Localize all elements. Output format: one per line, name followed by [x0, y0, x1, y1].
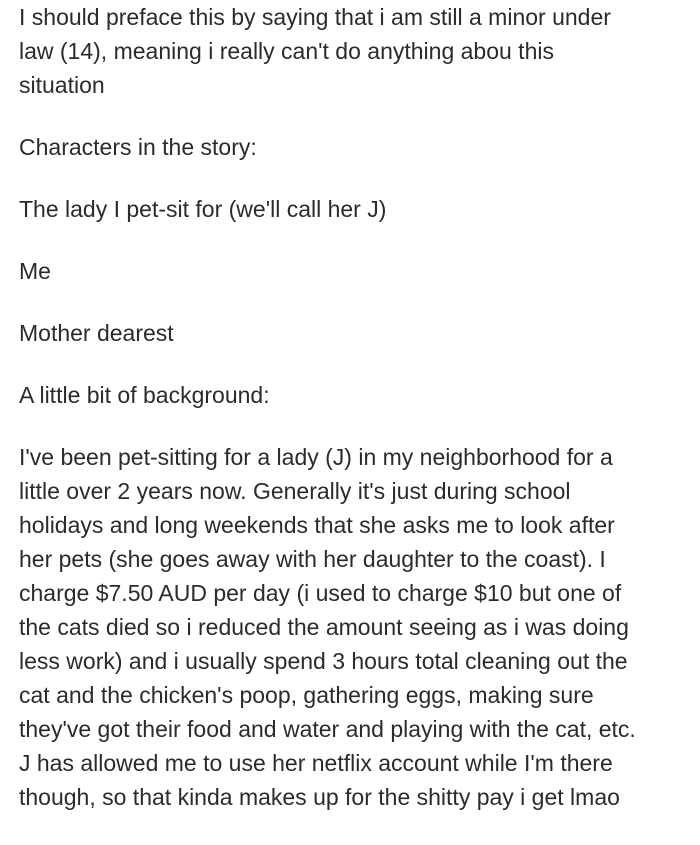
paragraph-background-heading	[19, 378, 700, 412]
text-line: A little bit of background:	[19, 382, 270, 408]
paragraph-preface	[19, 0, 700, 102]
paragraph-gap	[19, 350, 700, 378]
text-line: Characters in the story:	[19, 134, 257, 160]
text-line: situation	[19, 72, 105, 98]
text-line: The lady I pet-sit for (we'll call her J)	[19, 196, 387, 222]
paragraph-character-mother	[19, 316, 700, 350]
paragraph-gap	[19, 102, 700, 130]
text-line: cat and the chicken's poop, gathering eggs, making sure	[19, 682, 594, 708]
text-line: Me	[19, 258, 51, 284]
paragraph-background-story	[19, 440, 700, 814]
paragraph-character-j	[19, 192, 700, 226]
text-line: though, so that kinda makes up for the shitty pay i get lmao	[19, 784, 620, 810]
text-line: the cats died so i reduced the amount seeing as i was doing	[19, 614, 629, 640]
text-line: I should preface this by saying that i am still a minor under	[19, 4, 611, 30]
text-line: Mother dearest	[19, 320, 174, 346]
paragraph-gap	[19, 412, 700, 440]
paragraph-characters-heading	[19, 130, 700, 164]
text-line: her pets (she goes away with her daughter to the coast). I	[19, 546, 606, 572]
paragraph-gap	[19, 164, 700, 192]
paragraph-gap	[19, 288, 700, 316]
text-line: charge $7.50 AUD per day (i used to charge $10 but one of	[19, 580, 622, 606]
post-body	[19, 0, 700, 814]
text-line: I've been pet-sitting for a lady (J) in my neighborhood for a	[19, 444, 613, 470]
text-line: holidays and long weekends that she asks me to look after	[19, 512, 615, 538]
text-line: little over 2 years now. Generally it's just during school	[19, 478, 571, 504]
text-line: law (14), meaning i really can't do anything abou this	[19, 38, 554, 64]
text-line: they've got their food and water and playing with the cat, etc.	[19, 716, 636, 742]
paragraph-character-me	[19, 254, 700, 288]
text-line: J has allowed me to use her netflix account while I'm there	[19, 750, 613, 776]
text-line: less work) and i usually spend 3 hours total cleaning out the	[19, 648, 628, 674]
paragraph-gap	[19, 226, 700, 254]
